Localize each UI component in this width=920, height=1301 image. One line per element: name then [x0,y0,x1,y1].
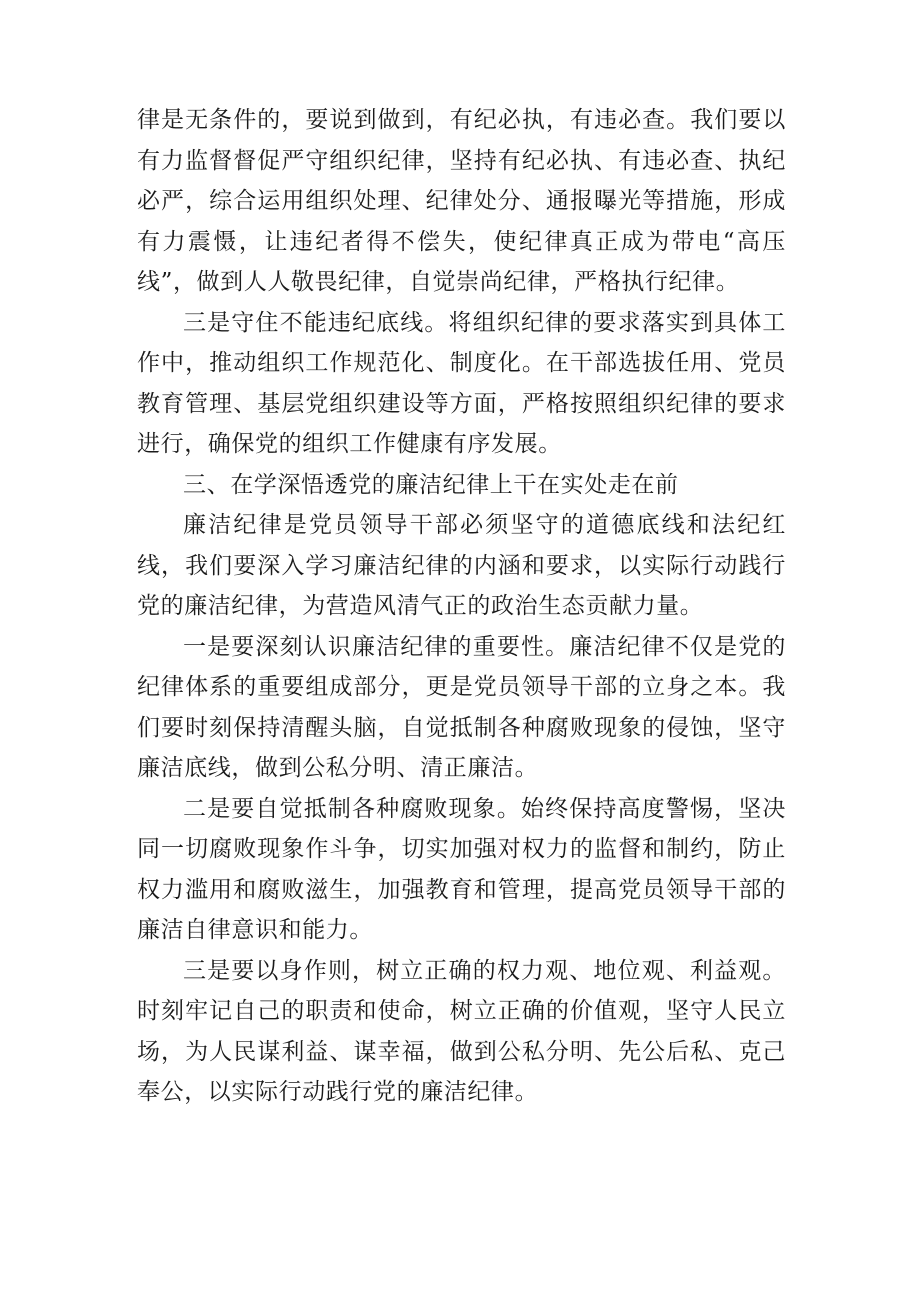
paragraph-continued-org-discipline: 律是无条件的，要说到做到，有纪必执，有违必查。我们要以有力监督督促严守组织纪律，坚持有纪必执、有违必查、执纪必严，综合运用组织处理、纪律处分、通报曝光等措施，形成有力震慑，让违纪者得不偿失，使纪律真正成为带电“高压线”，做到人人敬畏纪律，自觉崇尚纪律，严格执行纪律。 [137,107,786,295]
section-heading-integrity-discipline: 三、在学深悟透党的廉洁纪律上干在实处走在前 [183,471,679,498]
paragraph-point-one-importance: 一是要深刻认识廉洁纪律的重要性。廉洁纪律不仅是党的纪律体系的重要组成部分，更是党员领导干部的立身之本。我们要时刻保持清醒头脑，自觉抵制各种腐败现象的侵蚀，坚守廉洁底线，做到公私分明、清正廉洁。 [137,633,786,781]
paragraph-point-two-resist-corruption: 二是要自觉抵制各种腐败现象。始终保持高度警惕，坚决同一切腐败现象作斗争，切实加强对权力的监督和制约，防止权力滥用和腐败滋生，加强教育和管理，提高党员领导干部的廉洁自律意识和能力。 [137,795,786,943]
paragraph-point-three-lead-by-example: 三是要以身作则，树立正确的权力观、地位观、利益观。时刻牢记自己的职责和使命，树立正确的价值观，坚守人民立场，为人民谋利益、谋幸福，做到公私分明、先公后私、克己奉公，以实际行动践行党的廉洁纪律。 [137,957,786,1105]
paragraph-point-three-bottom-line: 三是守住不能违纪底线。将组织纪律的要求落实到具体工作中，推动组织工作规范化、制度化。在干部选拔任用、党员教育管理、基层党组织建设等方面，严格按照组织纪律的要求进行，确保党的组织工作健康有序发展。 [137,309,786,457]
paragraph-integrity-intro: 廉洁纪律是党员领导干部必须坚守的道德底线和法纪红线，我们要深入学习廉洁纪律的内涵和要求，以实际行动践行党的廉洁纪律，为营造风清气正的政治生态贡献力量。 [137,512,786,619]
